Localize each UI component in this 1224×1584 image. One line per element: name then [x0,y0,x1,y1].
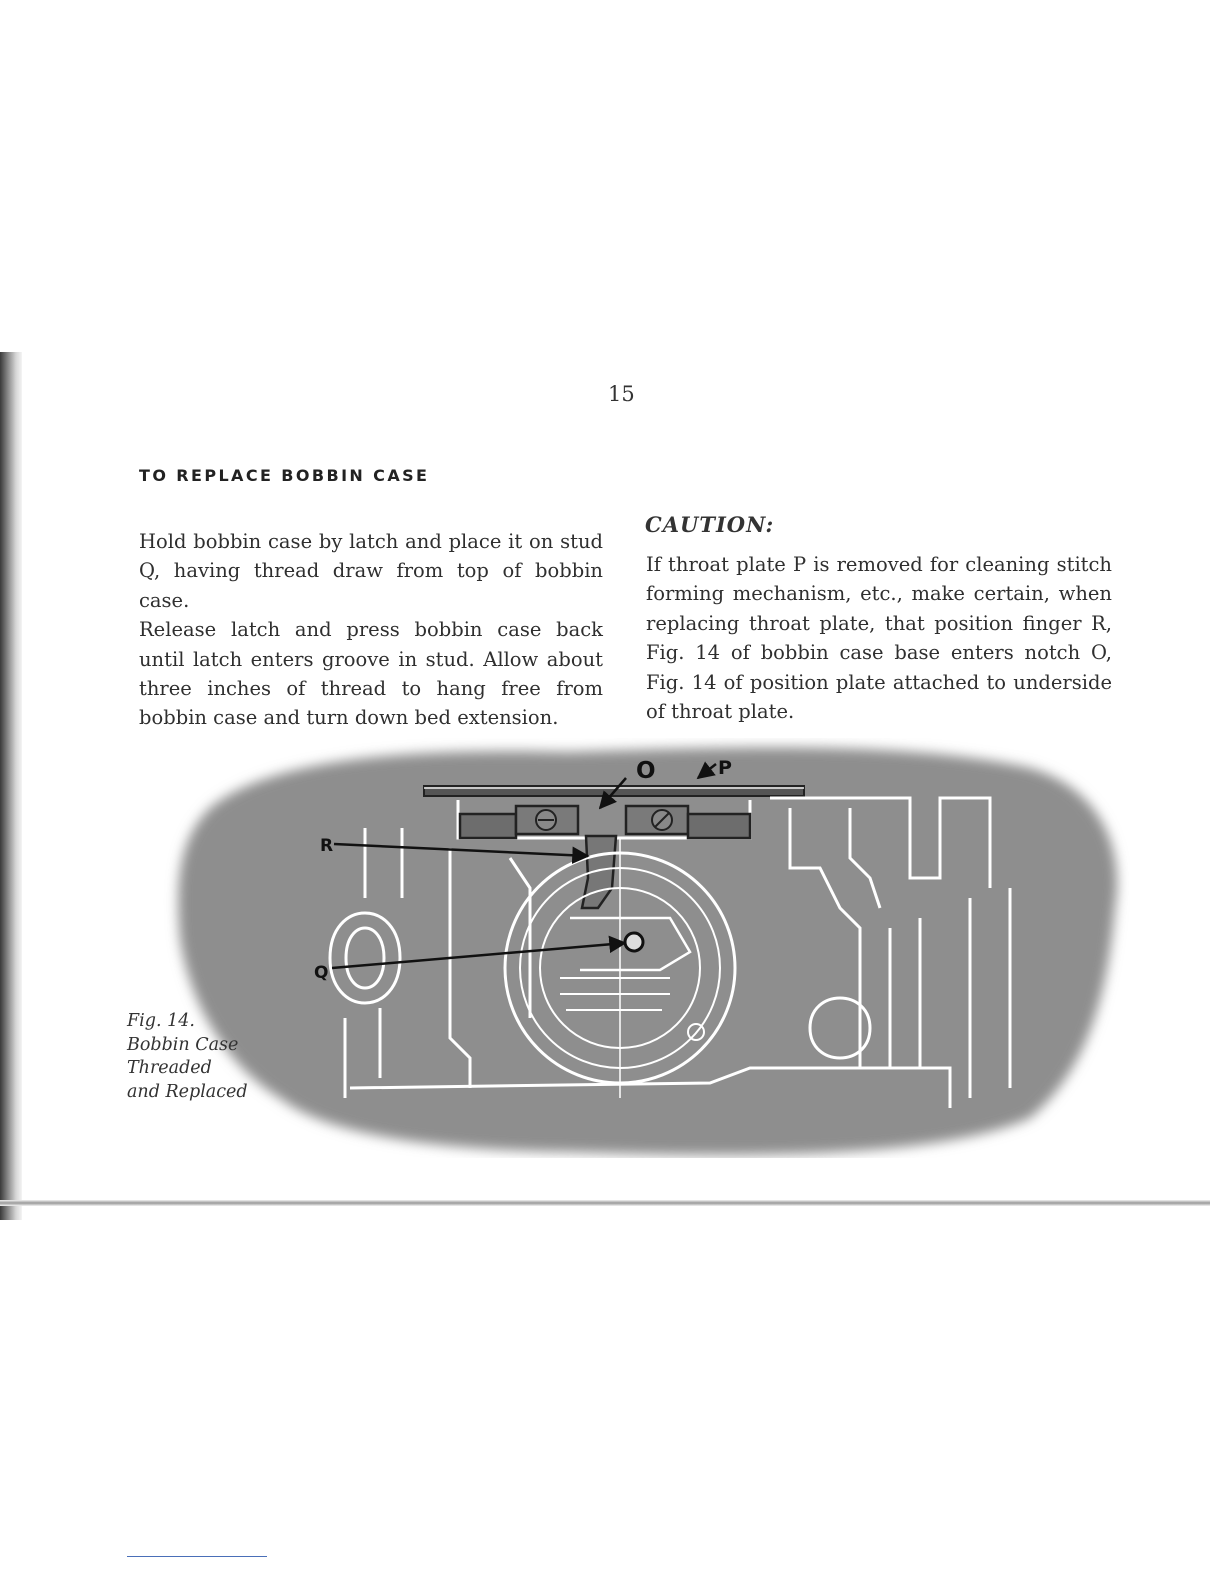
label-r: R [320,836,334,856]
bottom-rule [127,1556,267,1557]
caution-text: If throat plate P is removed for cleaning stitch forming mechanism, etc., make certain, when replacing throat plate, that position finger R, Fig. 14 of bobbin case base enters notch O, Fig. 14 of position plate attached to underside of throat plate. [646,553,1112,724]
page-bottom-edge [0,1200,1210,1206]
binding-shadow [0,352,22,1220]
caption-line-2: Bobbin Case [127,1034,239,1055]
figure-14 [150,738,1130,1158]
caption-line-1: Fig. 14. [127,1011,195,1031]
caption-line-4: and Replaced [127,1081,248,1102]
section-heading: TO REPLACE BOBBIN CASE [139,466,430,485]
label-o: O [636,758,656,784]
page-number: 15 [608,382,635,406]
bobbin-illustration [150,738,1130,1158]
label-p: P [718,757,732,779]
caption-line-3: Threaded [127,1058,212,1078]
paragraph-2: Release latch and press bobbin case back until latch enters groove in stud. Allow about three inches of thread to hang free from bobbin case and turn down bed extension. [139,618,603,730]
label-q: Q [314,963,329,983]
figure-caption [127,1010,248,1104]
right-column [646,550,1112,726]
caution-title: CAUTION: [645,512,775,537]
paragraph-1: Hold bobbin case by latch and place it on stud Q, having thread draw from top of bobbin case. [139,530,603,612]
left-column [139,527,603,733]
